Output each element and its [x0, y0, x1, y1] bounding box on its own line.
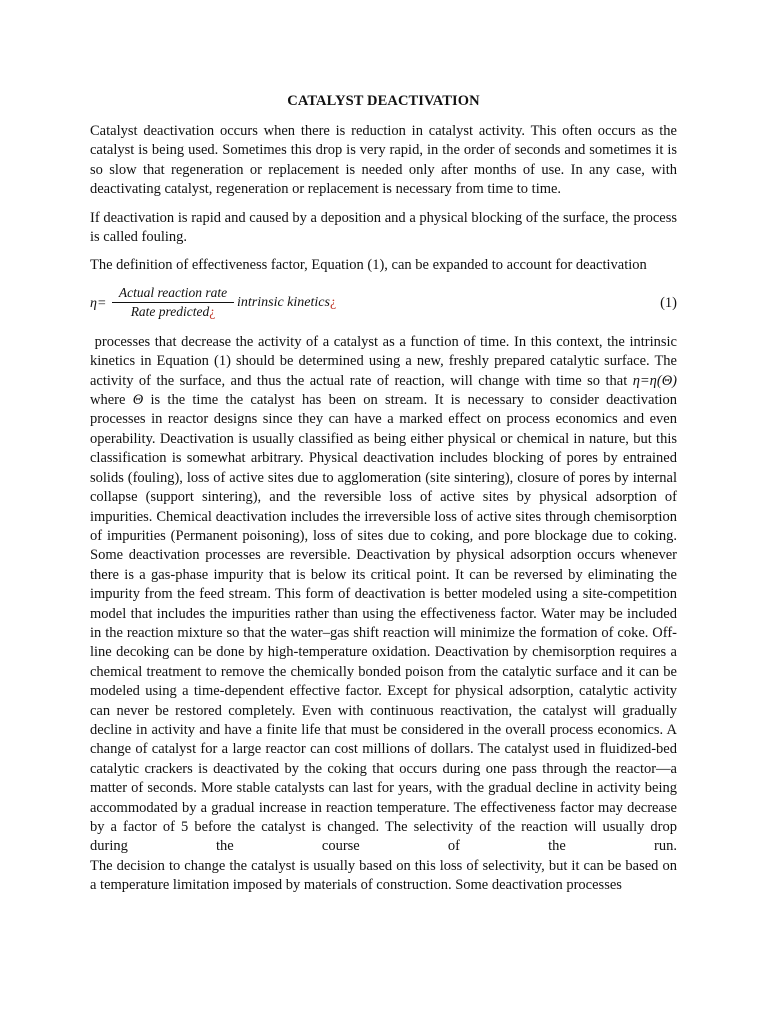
equation-numerator: Actual reaction rate — [112, 285, 234, 303]
math-theta: Θ — [132, 392, 144, 409]
equation-1 — [90, 285, 677, 325]
equation-fraction — [112, 285, 234, 320]
body-rest: is the time the catalyst has been on stream. It is necessary to consider deactivation processes in reactor designs since they can have a marked effect on process economics and even operability. Deactivation is usually classified as being either physical or chemical in nature, but this classification is somewhat arbitrary. Physical deactivation includes blocking of pores by entrained solids (fouling), loss of active sites due to agglomeration (site sintering), closure of pores by internal collapse (support sintering), and the reversible loss of active sites by physical adsorption of impurities. Chemical deactivation includes the irreversible loss of active sites through chemisorption of impurities (Permanent poisoning), loss of sites due to coking, and pore blockage due to coking. Some deactivation processes are reversible. Deactivation by physical adsorption occurs whenever there is a gas-phase impurity that is below its critical point. It can be reversed by eliminating the impurity from the feed stream. This form of deactivation is better modeled using a site-competition model that includes the impurities rather than using the effectiveness factor. Water may be included in the reaction mixture so that the water–gas shift reaction will minimize the formation of coke. Off-line decoking can be done by high-temperature oxidation. Deactivation by chemisorption requires a chemical treatment to remove the chemically bonded poison from the catalytic surface and it can be modeled using a time-dependent effective factor. Except for physical adsorption, catalytic activity can never be restored completely. Even with continuous reactivation, the catalyst will gradually decline in activity and have a finite life that must be considered in the overall process economics. A change of catalyst for a large reactor can cost millions of dollars. The catalyst used in fluidized-bed catalytic crackers is deactivated by the coking that occurs during one pass through the reactor—a matter of seconds. More stable catalysts can last for years, with the gradual decline in activity being accommodated by a gradual increase in reaction temperature. The effectiveness factor may decrease by a factor of 5 before the catalyst is changed. The selectivity of the reaction will usually drop during the course of the run. — [90, 392, 678, 855]
body-start: processes that decrease the activity of a catalyst as a function of time. In this context, the intrinsic kinetics in Equation (1) should be determined using a new, freshly prepared catalytic surface. The activity of the surface, and thus the actual rate of reaction, will change with time so that — [90, 333, 677, 389]
body-where: where — [90, 392, 126, 409]
equation-denominator: Rate predicted — [130, 303, 210, 319]
document-body — [90, 93, 677, 905]
equation-denominator-wrap — [112, 303, 234, 320]
equation-number: (1) — [660, 294, 677, 311]
equation-rhs-wrap — [237, 295, 336, 311]
paragraph-effectiveness: The definition of effectiveness factor, Equation (1), can be expanded to account for deactivation — [90, 257, 647, 274]
paragraph-intro: Catalyst deactivation occurs when there is reduction in catalyst activity. This often occurs as the catalyst is being used. Sometimes this drop is very rapid, in the order of seconds and sometimes it is so slow that regeneration or replacement is needed only after months of use. In any case, with deactivating catalyst, regeneration or replacement is necessary from time to time. — [90, 123, 677, 198]
paragraph-decision: The decision to change the catalyst is usually based on this loss of selectivity, but it can be based on a temperature limitation imposed by materials of construction. Some deactivation processes — [90, 857, 677, 894]
math-eta-theta: η=η(Θ) — [632, 372, 678, 389]
equation-error-mark-2: ¿ — [329, 294, 337, 310]
equation-rhs: intrinsic kinetics — [237, 294, 330, 310]
paragraph-processes — [90, 333, 677, 857]
document-title: CATALYST DEACTIVATION — [287, 93, 480, 109]
equation-lhs: η= — [90, 295, 107, 311]
equation-error-mark: ¿ — [209, 303, 216, 319]
paragraph-fouling: If deactivation is rapid and caused by a deposition and a physical blocking of the surface, the process is called fouling. — [90, 209, 677, 246]
